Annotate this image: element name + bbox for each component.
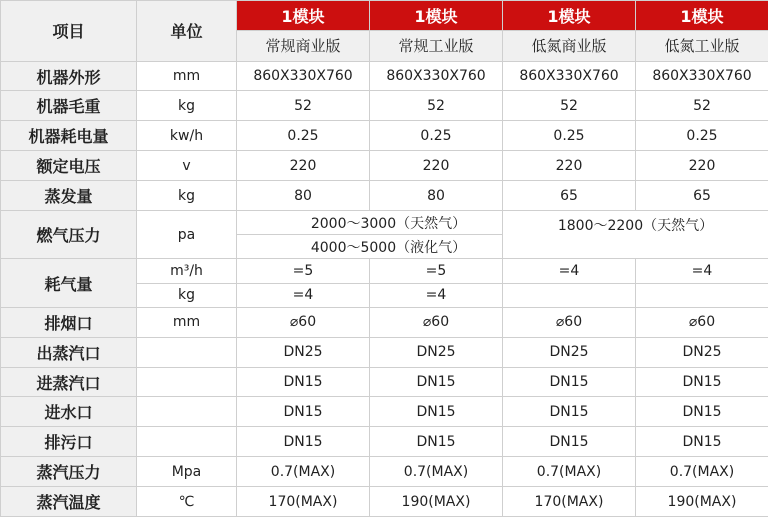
model-name: 常规商业版	[237, 31, 370, 61]
cell-value: DN15	[370, 427, 503, 457]
row-unit: kg	[137, 91, 237, 121]
row-unit: mm	[137, 61, 237, 91]
cell-value-lownox: 1800～2200（天然气）	[503, 210, 768, 258]
cell-value	[503, 283, 636, 307]
cell-value: 52	[503, 91, 636, 121]
table-row	[1, 337, 768, 367]
row-unit: pa	[137, 210, 237, 258]
cell-value: 80	[237, 181, 370, 211]
row-label: 机器耗电量	[1, 121, 137, 151]
row-label: 出蒸汽口	[1, 337, 137, 367]
cell-value: ⌀60	[370, 307, 503, 337]
table-row	[1, 91, 768, 121]
table-row	[1, 121, 768, 151]
cell-value: ⌀60	[237, 307, 370, 337]
cell-value: 190(MAX)	[370, 487, 503, 517]
row-label: 燃气压力	[1, 210, 137, 258]
row-unit: v	[137, 151, 237, 181]
row-label: 蒸发量	[1, 181, 137, 211]
cell-value: 860X330X760	[503, 61, 636, 91]
cell-value: 220	[370, 151, 503, 181]
row-label: 排烟口	[1, 307, 137, 337]
model-name: 低氮商业版	[503, 31, 636, 61]
cell-value: 220	[503, 151, 636, 181]
row-unit	[137, 337, 237, 367]
cell-value: 65	[503, 181, 636, 211]
row-label: 蒸汽温度	[1, 487, 137, 517]
cell-value: 0.7(MAX)	[503, 457, 636, 487]
row-unit: kw/h	[137, 121, 237, 151]
cell-value: 0.7(MAX)	[636, 457, 768, 487]
cell-value: =4	[370, 283, 503, 307]
cell-value: DN15	[237, 367, 370, 397]
cell-value	[636, 283, 768, 307]
cell-value: ⌀60	[503, 307, 636, 337]
cell-value: ⌀60	[636, 307, 768, 337]
table-row	[1, 487, 768, 517]
cell-value: DN15	[636, 397, 768, 427]
cell-value: DN15	[503, 367, 636, 397]
cell-value: DN15	[237, 427, 370, 457]
table-row	[1, 457, 768, 487]
table-row	[1, 61, 768, 91]
cell-value: 0.25	[503, 121, 636, 151]
cell-value: =4	[636, 259, 768, 283]
cell-value: DN25	[636, 337, 768, 367]
header-module: 1模块	[370, 1, 503, 31]
cell-value: DN15	[370, 367, 503, 397]
cell-value: DN25	[370, 337, 503, 367]
cell-value: DN15	[636, 367, 768, 397]
table-row-gas-pressure	[1, 210, 768, 234]
cell-value: DN15	[503, 397, 636, 427]
cell-value: 190(MAX)	[636, 487, 768, 517]
cell-value: 0.25	[370, 121, 503, 151]
row-label: 耗气量	[1, 259, 137, 307]
cell-value: 170(MAX)	[503, 487, 636, 517]
model-name: 常规工业版	[370, 31, 503, 61]
table-row	[1, 367, 768, 397]
cell-value: 80	[370, 181, 503, 211]
cell-value: DN15	[503, 427, 636, 457]
cell-value: 0.25	[237, 121, 370, 151]
row-label: 蒸汽压力	[1, 457, 137, 487]
row-unit: ℃	[137, 487, 237, 517]
cell-value: =5	[370, 259, 503, 283]
table-row-gas-consumption	[1, 259, 768, 283]
cell-value-lpg: 4000～5000（液化气）	[237, 235, 503, 259]
header-module: 1模块	[503, 1, 636, 31]
cell-value: =4	[503, 259, 636, 283]
header-module: 1模块	[237, 1, 370, 31]
cell-value: =4	[237, 283, 370, 307]
row-unit	[137, 367, 237, 397]
cell-value: =5	[237, 259, 370, 283]
header-unit: 单位	[137, 1, 237, 62]
cell-value-natural-gas: 2000～3000（天然气）	[237, 210, 503, 234]
header-module: 1模块	[636, 1, 768, 31]
row-label: 额定电压	[1, 151, 137, 181]
table-row	[1, 181, 768, 211]
header-item: 项目	[1, 1, 137, 62]
cell-value: DN25	[237, 337, 370, 367]
cell-value: 220	[237, 151, 370, 181]
cell-value: 52	[237, 91, 370, 121]
row-label: 进水口	[1, 397, 137, 427]
row-unit: mm	[137, 307, 237, 337]
row-unit	[137, 397, 237, 427]
cell-value: DN25	[503, 337, 636, 367]
table-row	[1, 307, 768, 337]
cell-value: 220	[636, 151, 768, 181]
header-row-1	[1, 1, 768, 31]
row-label: 排污口	[1, 427, 137, 457]
table-row	[1, 397, 768, 427]
row-unit: kg	[137, 181, 237, 211]
cell-value: 52	[370, 91, 503, 121]
row-unit: Mpa	[137, 457, 237, 487]
cell-value: 52	[636, 91, 768, 121]
row-unit	[137, 427, 237, 457]
cell-value: 860X330X760	[237, 61, 370, 91]
cell-value: 860X330X760	[370, 61, 503, 91]
row-label: 机器外形	[1, 61, 137, 91]
cell-value: 170(MAX)	[237, 487, 370, 517]
table-row	[1, 427, 768, 457]
row-label: 机器毛重	[1, 91, 137, 121]
row-label: 进蒸汽口	[1, 367, 137, 397]
cell-value: DN15	[237, 397, 370, 427]
cell-value: 0.25	[636, 121, 768, 151]
cell-value: 0.7(MAX)	[370, 457, 503, 487]
row-unit: kg	[137, 283, 237, 307]
cell-value: 860X330X760	[636, 61, 768, 91]
cell-value: DN15	[370, 397, 503, 427]
model-name: 低氮工业版	[636, 31, 768, 61]
table-row	[1, 151, 768, 181]
cell-value: 65	[636, 181, 768, 211]
cell-value: 0.7(MAX)	[237, 457, 370, 487]
row-unit: m³/h	[137, 259, 237, 283]
cell-value: DN15	[636, 427, 768, 457]
